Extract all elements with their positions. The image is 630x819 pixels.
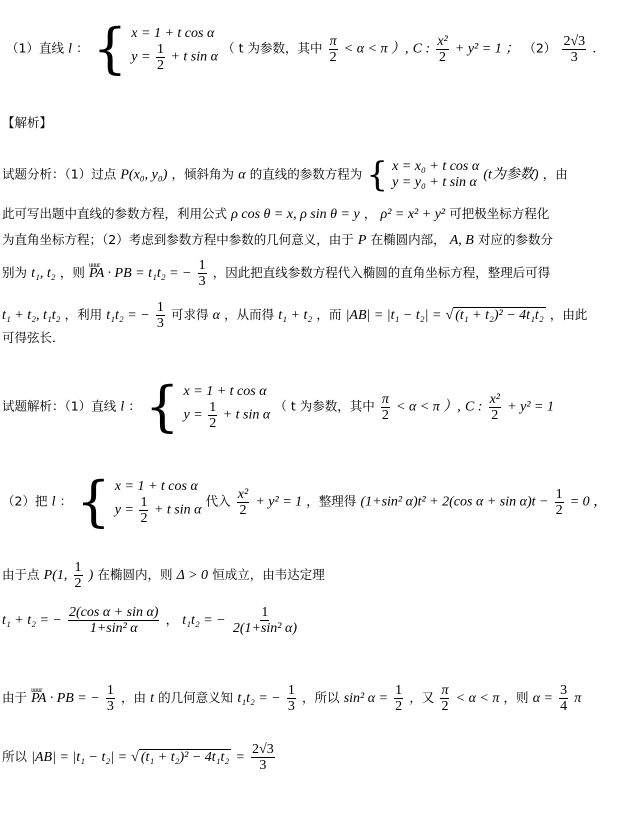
final-sqrt-body: (t₁ + t₂)² − 4t₁t₂	[140, 750, 230, 765]
ellipse-tail: + y² = 1 ；	[454, 41, 520, 57]
final-sqrt-expr: √ (t₁ + t₂)² − 4t₁t₂	[131, 750, 230, 765]
part2-half-const	[555, 487, 564, 518]
param-note: （ t 为参数，其中	[222, 40, 323, 56]
answer-part1-label: （1）直线	[6, 40, 64, 56]
three-quarters	[559, 683, 568, 714]
analysis-line5-and: ，而	[316, 307, 342, 322]
sum-product: t₁ + t₂, t₁t₂	[2, 308, 61, 323]
part2-label: （2）把	[2, 493, 48, 509]
point-close: )	[88, 568, 94, 583]
result-one-third	[106, 683, 115, 714]
result-t1t2-eq: t₁t₂ = −	[237, 691, 281, 706]
general-param-note: (t为参数)	[483, 167, 539, 183]
one-third-den-2: 3	[156, 316, 164, 331]
point-half-num: 1	[74, 560, 82, 575]
analysis-line5-end: ，由此	[549, 307, 588, 322]
three-quarters-den: 4	[560, 699, 568, 714]
solution-ineq-tail: < α < π ）,	[396, 399, 461, 415]
prod-fraction	[232, 605, 298, 636]
solution-pi-num: π	[381, 391, 389, 407]
solution-line	[2, 375, 554, 438]
vieta-formulas	[2, 605, 300, 636]
line-l: l	[68, 41, 72, 57]
final-num: 2√3	[252, 742, 274, 757]
P-symbol: P	[357, 233, 367, 248]
solution-half-fraction	[208, 400, 217, 431]
analysis-label: 试题分析：（1）过点	[2, 166, 117, 182]
result-line	[2, 683, 581, 714]
period: .	[592, 41, 597, 57]
jiexi-heading: 【解析】	[2, 115, 53, 130]
analysis-line4-start: 别为	[2, 265, 28, 280]
general-param-system	[392, 159, 479, 191]
sum-fraction	[68, 605, 159, 636]
sum-lhs: t₁ + t₂ = −	[2, 613, 62, 628]
one-third-fraction-2	[156, 300, 165, 331]
part2-half-num: 1	[140, 494, 148, 510]
part2-half-fraction	[139, 495, 148, 526]
analysis-line2-start: 此可写出题中直线的参数方程，利用公式	[2, 206, 228, 221]
analysis-line3-end: 对应的参数分	[477, 232, 553, 247]
comma-2: ，	[165, 612, 179, 627]
answer-line	[6, 17, 597, 80]
sum-den: 1+sin² α	[89, 621, 138, 636]
result-one-third-den-2: 3	[287, 699, 295, 714]
result-text4: ，又	[409, 690, 435, 705]
result-pi-half	[440, 683, 449, 714]
alpha-symbol: α	[238, 167, 246, 183]
part2-half-den: 2	[140, 510, 148, 526]
answer-part2-label: （2）	[523, 40, 557, 56]
curve-C-label: C :	[412, 41, 431, 57]
analysis-text2: 的直线的参数方程为	[249, 166, 363, 182]
sin2-half-num: 1	[395, 683, 403, 698]
sum-num: 2(cos α + sin α)	[69, 605, 159, 620]
part2-x2-den: 2	[239, 502, 247, 518]
final-fraction	[251, 742, 275, 773]
delta-condition: Δ > 0	[176, 568, 209, 583]
solution-label: 试题解析：（1）直线	[2, 398, 117, 414]
solution-pi-den: 2	[381, 407, 389, 423]
vieta-text-end: 恒成立，由韦达定理	[212, 567, 325, 582]
one-third-num-2: 1	[156, 300, 164, 315]
x2-den: 2	[439, 49, 447, 65]
solution-x2-half	[489, 392, 501, 423]
solution-y-eq: y =	[183, 407, 203, 423]
x2-num: x²	[437, 33, 448, 49]
analysis-line-2	[2, 206, 549, 223]
t1t2-eq: t₁t₂ = −	[106, 308, 150, 323]
polar-formula: ρ cos θ = x, ρ sin θ = y	[231, 207, 360, 222]
sin2-eq: sin² α =	[343, 691, 389, 706]
solution-C-label: C :	[464, 399, 483, 415]
solution-half-den: 2	[209, 415, 217, 431]
one-third-fraction	[198, 258, 207, 289]
half-den: 2	[156, 57, 164, 73]
sys-eq-y-tail: + t sin α	[170, 49, 218, 65]
part2-sys-y-tail: + t sin α	[153, 502, 202, 518]
part2-sys-x: x = 1 + t cos α	[114, 478, 198, 494]
one-third-num: 1	[198, 258, 206, 273]
general-y: y = y₀ + t sin α	[392, 175, 477, 190]
part2-organize: ，整理得	[306, 493, 357, 509]
alpha-symbol-2: α	[212, 308, 220, 323]
analysis-line4-end: ，因此把直线参数方程代入椭圆的直角坐标方程，整理后可得	[212, 265, 551, 280]
solution-sys-y-tail: + t sin α	[222, 407, 271, 423]
result-text5: ，则	[503, 690, 529, 705]
part2-substitute: 代入	[205, 493, 231, 509]
chord-den: 3	[570, 49, 578, 65]
analysis-text3: ，由	[542, 166, 568, 182]
point-P: P(x₀, y₀)	[120, 167, 168, 183]
ab-expr: |AB| = |t₁ − t₂| =	[345, 308, 442, 323]
point-half-fraction	[74, 560, 83, 591]
vieta-text-start: 由于点	[2, 567, 40, 582]
solution-sys-x: x = 1 + t cos α	[183, 383, 267, 399]
pi-num: π	[329, 33, 337, 49]
two-den: 2	[329, 49, 337, 65]
general-x: x = x₀ + t cos α	[392, 159, 480, 174]
vector-dot-expr: uuur PA · PB = t₁t₂ = −	[89, 266, 192, 282]
chord-length-fraction	[562, 34, 586, 65]
sin2-half	[394, 683, 403, 714]
part2-y-eq: y =	[114, 502, 134, 518]
analysis-line4-then: ，则	[59, 265, 85, 280]
result-one-third-num-2: 1	[287, 683, 295, 698]
one-third-den: 3	[198, 274, 206, 289]
analysis-line2-end: 可把极坐标方程化	[449, 206, 550, 221]
part2-x2-half	[237, 487, 249, 518]
system-brace: {	[92, 17, 128, 80]
solution-half-num: 1	[209, 399, 217, 415]
t-symbol: t	[150, 691, 155, 706]
final-ab-expr: |AB| = |t₁ − t₂| =	[31, 750, 128, 765]
point-open: P(1,	[43, 568, 68, 583]
line-l-3: l	[51, 494, 56, 510]
solution-x2-num: x²	[489, 391, 501, 407]
analysis-line5-then: ，从而得	[224, 307, 275, 322]
vieta-line	[2, 560, 325, 591]
analysis-brace: {	[366, 155, 388, 195]
line-param-system	[131, 26, 218, 73]
final-den: 3	[259, 758, 267, 773]
solution-pi-half	[381, 392, 390, 423]
sys-eq-x: x = 1 + t cos α	[131, 25, 215, 41]
analysis-line5-use: ，利用	[64, 307, 103, 322]
solution-param-system	[184, 384, 271, 431]
y-eq: y =	[131, 49, 151, 65]
vieta-text-mid: 在椭圆内，则	[97, 567, 173, 582]
result-one-third-den: 3	[106, 699, 114, 714]
result-ineq-tail: < α < π	[455, 691, 500, 706]
final-text: 所以	[2, 749, 28, 764]
three-quarters-num: 3	[560, 683, 568, 698]
part2-ellipse-tail: + y² = 1	[255, 494, 303, 510]
AB-symbols: A, B	[449, 233, 474, 248]
sqrt-expr: √ (t₁ + t₂)² − 4t₁t₂	[445, 308, 544, 323]
comma: ，	[363, 206, 377, 221]
analysis-line-6: 可得弦长．	[2, 330, 65, 345]
final-line	[2, 742, 277, 773]
analysis-line-4	[2, 258, 550, 289]
result-one-third-num: 1	[106, 683, 114, 698]
part2-const-den: 2	[555, 502, 563, 518]
point-half-den: 2	[74, 576, 82, 591]
pi-symbol: π	[574, 691, 582, 706]
rho-formula: ρ² = x² + y²	[380, 207, 446, 222]
part2-line	[2, 470, 608, 533]
final-eq: =	[235, 750, 245, 765]
t-sum: t₁ + t₂	[278, 308, 313, 323]
result-text3: ，所以	[302, 690, 340, 705]
sin2-half-den: 2	[395, 699, 403, 714]
analysis-line-1	[2, 155, 568, 195]
result-pi-num: π	[441, 683, 449, 698]
pi-half-fraction	[329, 34, 338, 65]
result-text-start: 由于	[2, 690, 28, 705]
part2-brace: {	[76, 470, 111, 533]
solution-param-note: （ t 为参数，其中	[274, 398, 375, 414]
line-l-2: l	[120, 399, 125, 415]
colon-3: ：	[59, 493, 73, 509]
solution-brace: {	[145, 375, 180, 438]
alpha-eq: α =	[532, 691, 553, 706]
colon-2: ：	[128, 398, 141, 414]
prod-den: 2(1+sin² α)	[232, 621, 297, 636]
ineq-tail: < α < π ）,	[343, 41, 409, 57]
result-dot-expr: uuur PA · PB = −	[31, 691, 100, 707]
quadratic-eq: (1+sin² α)t² + 2(cos α + sin α)t −	[360, 494, 549, 510]
result-one-third-2	[287, 683, 296, 714]
part2-const-num: 1	[555, 486, 563, 502]
t1-t2-pair: t₁, t₂	[31, 266, 56, 281]
colon: ：	[76, 40, 89, 56]
analysis-line5-mid: 可求得	[170, 307, 209, 322]
solution-x2-den: 2	[491, 407, 499, 423]
sqrt-body: (t₁ + t₂)² − 4t₁t₂	[455, 308, 544, 323]
analysis-text1: ，倾斜角为	[171, 166, 235, 182]
half-fraction	[156, 42, 165, 73]
result-text1: ，由	[120, 690, 146, 705]
prod-num: 1	[261, 605, 269, 620]
analysis-line-5	[2, 300, 587, 331]
chord-num: 2√3	[563, 33, 586, 49]
prod-lhs: t₁t₂ = −	[182, 613, 226, 628]
solution-ellipse-tail: + y² = 1	[507, 399, 554, 415]
part2-param-system	[115, 479, 202, 526]
solution-sys-y	[184, 400, 271, 431]
part2-x2-num: x²	[237, 486, 249, 502]
eq-zero: = 0 ，	[569, 494, 608, 510]
result-pi-den: 2	[441, 699, 449, 714]
analysis-line3-mid: 在椭圆内部，	[370, 232, 446, 247]
analysis-line3-start: 为直角坐标方程；（2）考虑到参数方程中参数的几何意义，由于	[2, 232, 354, 247]
sys-eq-y	[131, 42, 218, 73]
analysis-line-3	[2, 232, 553, 249]
half-num: 1	[156, 41, 164, 57]
x2-half-fraction	[436, 34, 448, 65]
part2-sys-y	[115, 495, 202, 526]
result-text2: 的几何意义知	[158, 690, 234, 705]
